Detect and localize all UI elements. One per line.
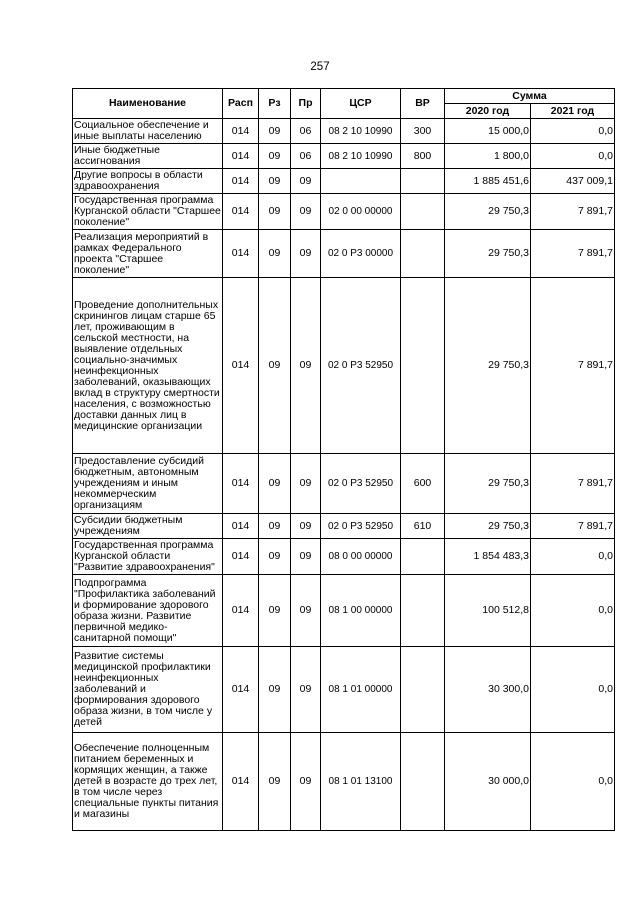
table-row [73,278,615,454]
budget-table [72,88,615,831]
row-2020: 29 750,3 [445,230,531,278]
row-csr: 02 0 P3 00000 [321,230,401,278]
row-vr [401,575,445,647]
row-pr: 09 [291,454,321,514]
row-rasp: 014 [223,575,259,647]
row-csr: 02 0 P3 52950 [321,454,401,514]
row-name: Государственная программа Курганской области "Развитие здравоохранения" [73,539,223,575]
row-2020: 29 750,3 [445,278,531,454]
row-rasp: 014 [223,647,259,733]
row-pr: 09 [291,194,321,230]
row-rz: 09 [259,194,291,230]
row-pr: 09 [291,278,321,454]
row-rz: 09 [259,514,291,539]
row-2021: 0,0 [531,539,615,575]
row-2020: 30 000,0 [445,733,531,831]
table-row [73,575,615,647]
row-name: Развитие системы медицинской профилактики неинфекционных заболеваний и формирования здорового образа жизни, в том числе у детей [73,647,223,733]
row-rz: 09 [259,119,291,144]
row-rasp: 014 [223,278,259,454]
row-pr: 06 [291,144,321,169]
row-name: Государственная программа Курганской области "Старшее поколение" [74,194,221,228]
row-csr: 08 2 10 10990 [321,144,401,169]
row-rz: 09 [259,169,291,194]
row-csr: 08 1 00 00000 [321,575,401,647]
row-2021: 0,0 [531,144,615,169]
row-vr [401,278,445,454]
row-2020: 100 512,8 [445,575,531,647]
table-row [73,230,615,278]
row-2020: 29 750,3 [445,194,531,230]
row-name: Подпрограмма "Профилактика заболеваний и формирование здорового образа жизни. Развитие первичной медико-санитарной помощи" [73,575,223,647]
row-rz: 09 [259,278,291,454]
header-rasp: Расп [223,89,259,119]
row-vr [401,647,445,733]
row-rz: 09 [259,647,291,733]
row-vr: 600 [401,454,445,514]
row-csr: 02 0 P3 52950 [321,278,401,454]
row-rz: 09 [259,144,291,169]
row-pr: 06 [291,119,321,144]
row-name: Реализация мероприятий в рамках Федерального проекта "Старшее поколение" [73,230,223,278]
row-vr [401,230,445,278]
row-2020: 29 750,3 [445,454,531,514]
row-pr: 09 [291,169,321,194]
header-sum: Сумма [445,89,615,104]
row-2021: 0,0 [531,733,615,831]
row-vr: 800 [401,144,445,169]
row-vr: 300 [401,119,445,144]
row-rasp: 014 [223,454,259,514]
row-rasp: 014 [223,733,259,831]
row-2020: 15 000,0 [445,119,531,144]
row-2021: 7 891,7 [531,454,615,514]
row-2020: 1 885 451,6 [445,169,531,194]
table-row [73,454,615,514]
row-name: Проведение дополнительных скринингов лицам старше 65 лет, проживающим в сельской местности, на выявление отдельных социально-значимых неинфекционных заболеваний, оказывающих вклад в структуру смертности населения, с возможностью доставки данных лиц в медицинские организации [73,278,223,454]
row-name: Социальное обеспечение и иные выплаты населению [73,119,223,144]
row-2020: 30 300,0 [445,647,531,733]
row-name: Предоставление субсидий бюджетным, автономным учреждениям и иным некоммерческим организациям [73,454,223,514]
row-pr: 09 [291,733,321,831]
row-csr: 08 2 10 10990 [321,119,401,144]
row-rasp: 014 [223,169,259,194]
row-2021: 0,0 [531,647,615,733]
row-rz: 09 [259,539,291,575]
row-name: Обеспечение полноценным питанием беременных и кормящих женщин, а также детей в возрасте до трех лет, в том числе через специальные пункты питания и магазины [73,733,223,831]
row-pr: 09 [291,514,321,539]
row-2020: 1 854 483,3 [445,539,531,575]
header-2021: 2021 год [531,104,615,119]
header-name: Наименование [73,89,223,119]
row-name: Другие вопросы в области здравоохранения [73,169,223,194]
header-pr: Пр [291,89,321,119]
row-2021: 0,0 [531,575,615,647]
row-2020: 1 800,0 [445,144,531,169]
row-2020: 29 750,3 [445,514,531,539]
page-number: 257 [310,61,330,73]
row-2021: 7 891,7 [531,230,615,278]
row-2021: 0,0 [531,119,615,144]
row-rz: 09 [259,733,291,831]
row-name: Субсидии бюджетным учреждениям [73,514,223,539]
table-row [73,169,615,194]
row-vr [401,169,445,194]
row-2021: 7 891,7 [531,514,615,539]
row-csr: 08 0 00 00000 [321,539,401,575]
row-vr: 610 [401,514,445,539]
row-2021: 7 891,7 [531,194,615,230]
row-csr: 02 0 00 00000 [321,194,401,230]
row-rz: 09 [259,575,291,647]
row-pr: 09 [291,575,321,647]
table-row [73,144,615,169]
row-csr: 02 0 P3 52950 [321,514,401,539]
row-rasp: 014 [223,539,259,575]
table-row [73,733,615,831]
table-row [73,194,615,230]
row-2021: 437 009,1 [531,169,615,194]
row-rz: 09 [259,230,291,278]
row-csr: 08 1 01 00000 [321,647,401,733]
row-csr: 08 1 01 13100 [321,733,401,831]
row-rasp: 014 [223,514,259,539]
table-row [73,539,615,575]
row-rasp: 014 [223,230,259,278]
row-pr: 09 [291,230,321,278]
row-vr [401,733,445,831]
row-pr: 09 [291,539,321,575]
row-vr [401,194,445,230]
row-rz: 09 [259,454,291,514]
table-row [73,514,615,539]
row-rasp: 014 [223,119,259,144]
row-rasp: 014 [223,194,259,230]
row-vr [401,539,445,575]
table-row [73,647,615,733]
header-row-top [73,89,615,104]
header-2020: 2020 год [445,104,531,119]
row-csr [321,169,401,194]
row-rasp: 014 [223,144,259,169]
table-row [73,119,615,144]
header-rz: Рз [259,89,291,119]
row-pr: 09 [291,647,321,733]
row-2021: 7 891,7 [531,278,615,454]
row-name: Иные бюджетные ассигнования [73,144,223,169]
header-csr: ЦСР [321,89,401,119]
header-vr: ВР [401,89,445,119]
